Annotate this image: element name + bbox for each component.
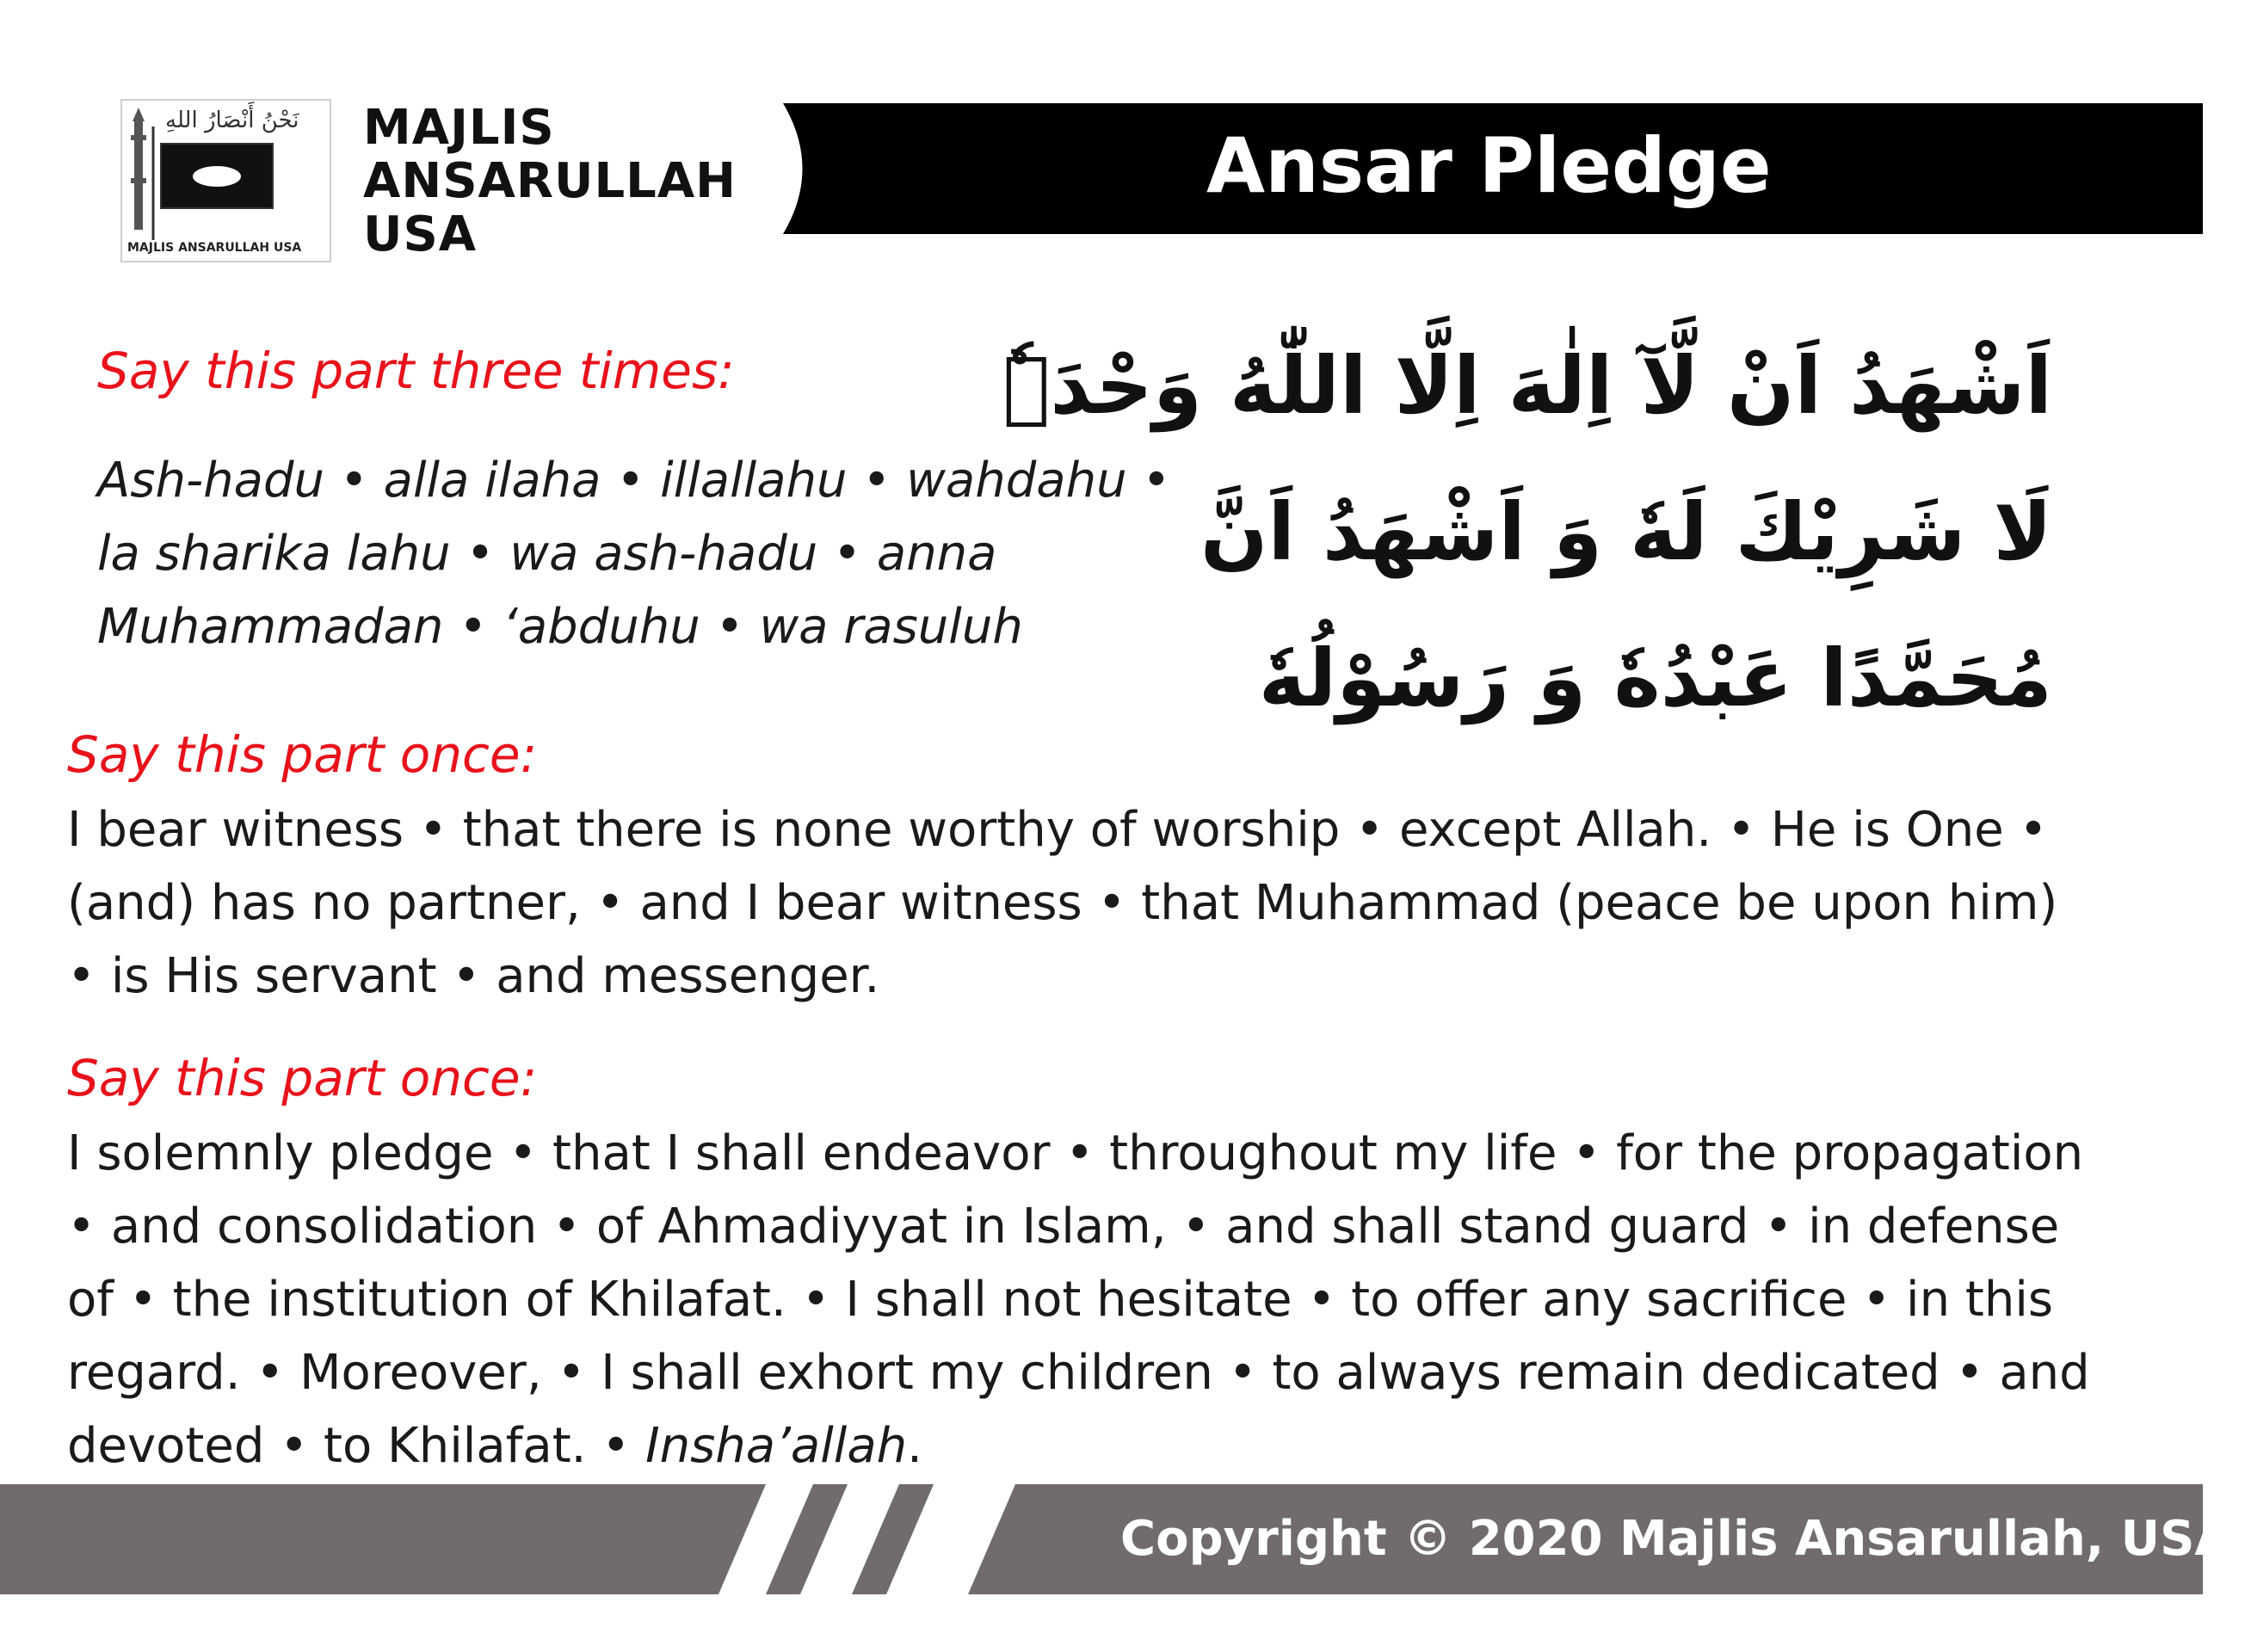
logo-seal	[120, 99, 331, 262]
section-heading: Say this part three times:	[97, 342, 735, 400]
arabic-line: مُحَمَّدًا عَبْدُهٗ وَ رَسُوْلُهٗ	[1258, 632, 2052, 724]
body-line: (and) has no partner, • and I bear witness • that Muhammad (peace be upon him)	[67, 875, 2058, 931]
logo-seal-caption: MAJLIS ANSARULLAH USA	[127, 241, 302, 255]
section-heading: Say this part once:	[67, 725, 538, 784]
body-line: I solemnly pledge • that I shall endeavor • throughout my life • for the propagation	[67, 1125, 2084, 1181]
transliteration-line: la sharika lahu • wa ash-hadu • anna	[97, 526, 997, 582]
body-line: • and consolidation • of Ahmadiyyat in Islam, • and shall stand guard • in defense	[67, 1199, 2060, 1254]
body-line-suffix: .	[907, 1418, 922, 1474]
copyright-notice: Copyright © 2020 Majlis Ansarullah, USA.	[1120, 1511, 2251, 1567]
organization-name-line: MAJLIS	[363, 100, 555, 156]
logo-arabic-motto: نَحْنُ أَنْصَارُ اللهِ	[165, 108, 299, 133]
body-line: of • the institution of Khilafat. • I shall not hesitate • to offer any sacrifice • in this	[67, 1272, 2054, 1328]
body-line: • is His servant • and messenger.	[67, 948, 880, 1004]
testimony-translation	[67, 793, 2057, 1013]
inshallah-text: Insha’allah	[645, 1418, 908, 1474]
transliteration-line: Muhammadan • ‘abduhu • wa rasuluh	[97, 599, 1023, 655]
transliteration-text	[97, 444, 1233, 663]
body-line: regard. • Moreover, • I shall exhort my children • to always remain dedicated • and	[67, 1345, 2090, 1401]
transliteration-line: Ash-hadu • alla ilaha • illallahu • wahdahu •	[97, 453, 1171, 509]
body-line: I bear witness • that there is none worthy of worship • except Allah. • He is One •	[67, 802, 2048, 858]
page-title: Ansar Pledge	[1206, 121, 1772, 210]
arabic-line: لَا شَرِيْكَ لَهٗ وَ اَشْهَدُ اَنَّ	[1200, 486, 2052, 578]
body-line-prefix: devoted • to Khilafat. •	[67, 1418, 646, 1474]
pledge-text	[67, 1117, 2090, 1482]
arabic-calligraphy	[1002, 293, 2074, 740]
organization-name-line: ANSARULLAH	[363, 153, 737, 209]
organization-name	[363, 102, 737, 262]
arabic-line: اَشْهَدُ اَنْ لَّآ اِلٰهَ اِلَّا اللّٰهُ وَحْدَہٗ	[1002, 340, 2052, 432]
body-line-last	[67, 1409, 2090, 1482]
section-heading: Say this part once:	[67, 1049, 538, 1107]
organization-name-line: USA	[363, 206, 478, 262]
